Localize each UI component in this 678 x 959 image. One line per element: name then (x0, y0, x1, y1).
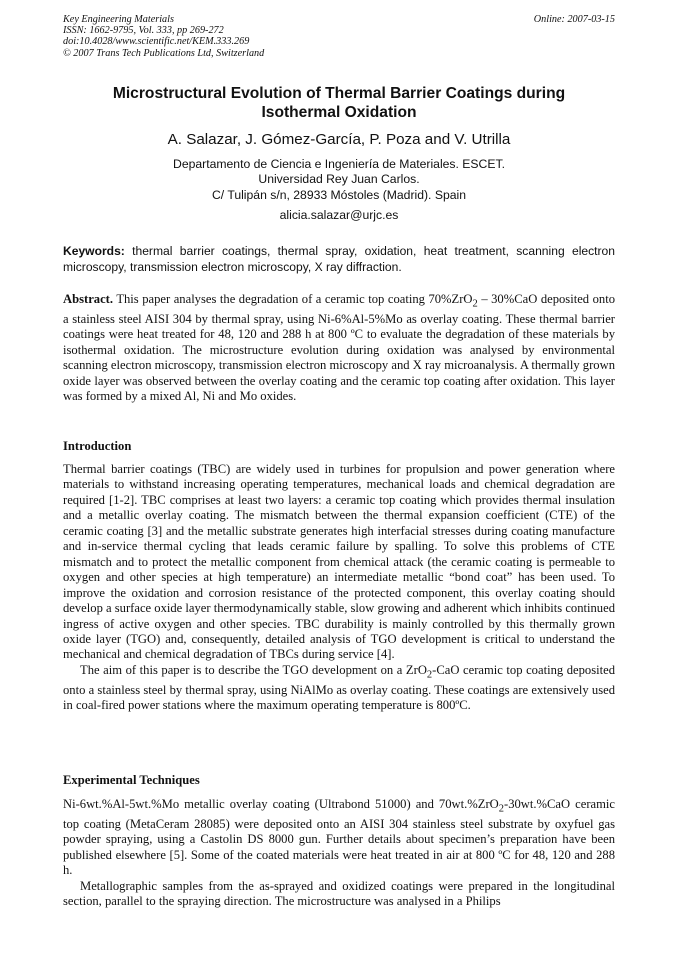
abstract-text-a: This paper analyses the degradation of a ceramic top coating 70%ZrO (116, 292, 473, 306)
introduction-heading: Introduction (63, 439, 132, 453)
affiliation-department: Departamento de Ciencia e Ingeniería de Materiales. ESCET. (173, 157, 505, 171)
issn-line: ISSN: 1662-9795, Vol. 333, pp 269-272 (63, 25, 224, 37)
introduction-p2-subscript: 2 (426, 669, 433, 681)
author-email: alicia.salazar@urjc.es (279, 208, 399, 222)
abstract (63, 292, 615, 405)
experimental-paragraph-2: Metallographic samples from the as-sprayed and oxidized coatings were prepared in the longitudinal section, parallel to the spraying direction. The microstructure was analysed in a Philips (63, 878, 615, 909)
affiliation-university: Universidad Rey Juan Carlos. (258, 172, 420, 187)
abstract-label: Abstract. (63, 292, 114, 306)
introduction-paragraph-2 (63, 663, 615, 714)
keywords (63, 244, 615, 275)
affiliation (63, 157, 615, 203)
keywords-text: thermal barrier coatings, thermal spray, oxidation, heat treatment, scanning electron microscopy, transmission electron microscopy, X ray diffraction. (63, 244, 615, 274)
copyright-line: © 2007 Trans Tech Publications Ltd, Switzerland (63, 47, 265, 59)
experimental-p1-text-a: Ni-6wt.%Al-5wt.%Mo metallic overlay coating (Ultrabond 51000) and 70wt.%ZrO (63, 797, 499, 811)
experimental-body (63, 797, 615, 910)
experimental-p1-subscript: 2 (498, 803, 504, 815)
online-date: Online: 2007-03-15 (533, 14, 615, 25)
experimental-p1-text-b: -30wt.%CaO ceramic top coating (MetaCeram 28085) were deposited onto an AISI 304 stainless steel substrate by oxyfuel gas powder spraying, using a Castolin DS 8000 gun. Further details about specimen’s preparation have been published elsewhere [5]. Some of the coated materials were heat treated in air at 800 ºC for 48, 120 and 288 h. (63, 797, 615, 878)
author-list: A. Salazar, J. Gómez-García, P. Poza and V. Utrilla (167, 131, 511, 148)
doi-line: doi:10.4028/www.scientific.net/KEM.333.269 (63, 36, 250, 48)
keywords-label: Keywords: (63, 244, 125, 258)
introduction-paragraph-1: Thermal barrier coatings (TBC) are widely used in turbines for propulsion and power generation where materials to withstand increasing operating temperatures, mechanical loads and chemical degradation are required [1-2]. TBC comprises at least two layers: a ceramic top coating which provides thermal insulation and a metallic overlay coating. The mismatch between the thermal expansion coefficient (CTE) of the ceramic coating [3] and the metallic substrate generates high interfacial stresses during coating manufacture and in-service thermal cycling that leads ceramic failure by spalling. To solve this problems of CTE mismatch and to protect the metallic component from chemical attack (the ceramic coating is permeable to oxygen and other species at high temperature) an intermediate metallic “bond coat” has been used. To improve the oxidation and corrosion resistance of the protected component, this overlay coating should develop a surface oxide layer thermodynamically stable, slow growing and adherent which inhibits continued ingress of active oxygen and other species. TBC durability is mainly controlled by this thermally grown oxide layer (TGO) and, consequently, detailed analysis of TGO development is critical to understand the mechanical and chemical degradation of TBCs during service [4]. (63, 462, 615, 662)
introduction-p2-text-b: -CaO ceramic top coating deposited onto a stainless steel by thermal spray, using NiAlMo as overlay coating. These coatings are extensively used in coal-fired power stations where the maximum operating temperature is 800ºC. (63, 662, 615, 713)
affiliation-address: C/ Tulipán s/n, 28933 Móstoles (Madrid). Spain (211, 187, 467, 202)
journal-name: Key Engineering Materials (63, 14, 174, 25)
introduction-p2-text-a: The aim of this paper is to describe the TGO development on a ZrO (80, 662, 427, 677)
abstract-subscript: 2 (472, 298, 478, 310)
experimental-heading: Experimental Techniques (63, 773, 200, 787)
paper-title: Microstructural Evolution of Thermal Barrier Coatings during Isothermal Oxidation (112, 85, 566, 121)
experimental-paragraph-1 (63, 797, 615, 879)
abstract-text-b: – 30%CaO deposited onto a stainless steel AISI 304 by thermal spray, using Ni-6%Al-5%Mo as overlay coating. These thermal barrier coatings were heat treated for 48, 120 and 288 h at 800 ºC to evaluate the degradation of these materials by isothermal oxidation. The microstructure evolution during oxidation was analysed by environmental scanning electron microscopy, transmission electron microscopy and X ray microanalysis. A thermally grown oxide layer was observed between the overlay coating and the ceramic top coating after oxidation. This layer was formed by a mixed Al, Ni and Mo oxides. (63, 292, 616, 404)
journal-header (63, 14, 615, 59)
introduction-body (63, 462, 615, 714)
